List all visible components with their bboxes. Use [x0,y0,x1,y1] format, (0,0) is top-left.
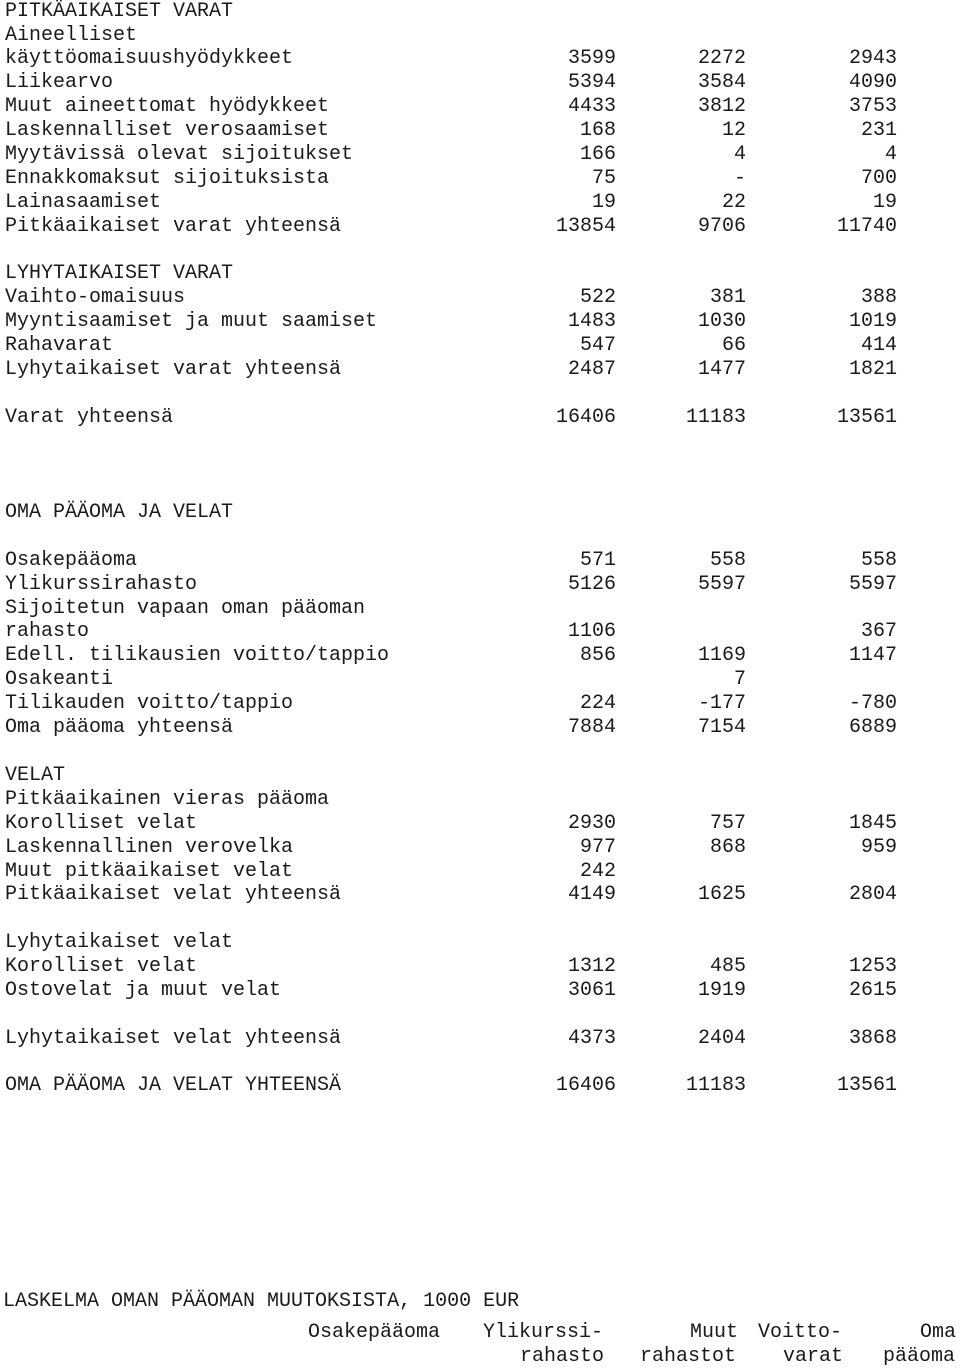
row-label: Korolliset velat [5,812,198,835]
value-col-2: 2272 [697,47,746,70]
value-col-3: 1821 [848,358,897,381]
col-header-other-line1: Muut [690,1321,739,1344]
value-col-2: 11183 [685,406,746,429]
row-label: Sijoitetun vapaan oman pääoman [5,597,366,620]
value-col-3: -780 [848,692,897,715]
value-col-2: 757 [709,812,746,835]
value-col-1: 856 [579,644,616,667]
value-col-3: 1253 [848,955,897,978]
col-header-premium-line1: Ylikurssi- [483,1321,604,1344]
value-col-2: 485 [709,955,746,978]
equity-changes-title: LASKELMA OMAN PÄÄOMAN MUUTOKSISTA, 1000 EUR [3,1290,520,1313]
row-label: Ylikurssirahasto [5,573,198,596]
section-heading: Aineelliset [5,24,138,47]
section-heading: Pitkäaikainen vieras pääoma [5,788,330,811]
row-label: Laskennallinen verovelka [5,836,294,859]
value-col-2: 2404 [697,1027,746,1050]
value-col-2: 7154 [697,716,746,739]
value-col-3: 2615 [848,979,897,1002]
value-col-1: 571 [579,549,616,572]
row-label: Oma pääoma yhteensä [5,716,234,739]
value-col-3: 1147 [848,644,897,667]
value-col-3: 2943 [848,47,897,70]
section-heading: OMA PÄÄOMA JA VELAT [5,501,234,524]
row-label: Lyhytaikaiset varat yhteensä [5,358,342,381]
value-col-3: 2804 [848,883,897,906]
col-header-premium-line2: rahasto [520,1345,605,1368]
row-label: Osakepääoma [5,549,138,572]
row-label: Rahavarat [5,334,114,357]
row-label: Pitkäaikaiset varat yhteensä [5,215,342,238]
value-col-2: 12 [721,119,746,142]
row-label: rahasto [5,620,90,643]
value-col-1: 977 [579,836,616,859]
value-col-3: 13561 [836,406,897,429]
value-col-2: 7 [733,668,746,691]
col-header-equity-line2: pääoma [883,1345,956,1368]
value-col-3: 4090 [848,71,897,94]
value-col-1: 166 [579,143,616,166]
row-label: Myytävissä olevat sijoitukset [5,143,354,166]
value-col-3: 3868 [848,1027,897,1050]
value-col-3: 4 [884,143,897,166]
col-header-other-line2: rahastot [640,1345,737,1368]
value-col-2: 1625 [697,883,746,906]
row-label: Edell. tilikausien voitto/tappio [5,644,390,667]
value-col-1: 2930 [567,812,616,835]
value-col-2: 1169 [697,644,746,667]
row-label: Osakeanti [5,668,114,691]
value-col-1: 3061 [567,979,616,1002]
value-col-3: 1019 [848,310,897,333]
value-col-2: -177 [697,692,746,715]
value-col-1: 4433 [567,95,616,118]
row-label: Tilikauden voitto/tappio [5,692,294,715]
value-col-1: 3599 [567,47,616,70]
value-col-2: 3812 [697,95,746,118]
value-col-3: 231 [860,119,897,142]
value-col-3: 388 [860,286,897,309]
row-label: käyttöomaisuushyödykkeet [5,47,294,70]
row-label: Muut aineettomat hyödykkeet [5,95,330,118]
value-col-1: 242 [579,860,616,883]
value-col-1: 547 [579,334,616,357]
row-label: Muut pitkäaikaiset velat [5,860,294,883]
section-heading: Lyhytaikaiset velat [5,931,234,954]
value-col-3: 959 [860,836,897,859]
row-label: Varat yhteensä [5,406,174,429]
col-header-share-capital: Osakepääoma [308,1321,441,1344]
row-label: OMA PÄÄOMA JA VELAT YHTEENSÄ [5,1074,342,1097]
value-col-1: 5126 [567,573,616,596]
value-col-3: 700 [860,167,897,190]
row-label: Lainasaamiset [5,191,162,214]
value-col-3: 414 [860,334,897,357]
col-header-profit-line2: varat [783,1345,844,1368]
value-col-3: 558 [860,549,897,572]
value-col-1: 5394 [567,71,616,94]
value-col-2: 66 [721,334,746,357]
col-header-equity-line1: Oma [920,1321,957,1344]
value-col-2: - [733,167,746,190]
section-heading: VELAT [5,764,66,787]
row-label: Korolliset velat [5,955,198,978]
row-label: Vaihto-omaisuus [5,286,186,309]
value-col-1: 2487 [567,358,616,381]
value-col-1: 19 [591,191,616,214]
row-label: Pitkäaikaiset velat yhteensä [5,883,342,906]
value-col-1: 168 [579,119,616,142]
value-col-2: 3584 [697,71,746,94]
value-col-3: 367 [860,620,897,643]
value-col-1: 1106 [567,620,616,643]
value-col-1: 4149 [567,883,616,906]
value-col-1: 75 [591,167,616,190]
section-heading: LYHYTAIKAISET VARAT [5,262,234,285]
col-header-profit-line1: Voitto- [758,1321,843,1344]
row-label: Lyhytaikaiset velat yhteensä [5,1027,342,1050]
row-label: Laskennalliset verosaamiset [5,119,330,142]
value-col-2: 22 [721,191,746,214]
value-col-3: 11740 [836,215,897,238]
value-col-1: 16406 [555,1074,616,1097]
value-col-2: 11183 [685,1074,746,1097]
value-col-3: 6889 [848,716,897,739]
row-label: Myyntisaamiset ja muut saamiset [5,310,378,333]
value-col-2: 5597 [697,573,746,596]
value-col-1: 4373 [567,1027,616,1050]
value-col-2: 1477 [697,358,746,381]
value-col-1: 16406 [555,406,616,429]
value-col-3: 13561 [836,1074,897,1097]
value-col-1: 13854 [555,215,616,238]
value-col-1: 1312 [567,955,616,978]
value-col-3: 1845 [848,812,897,835]
value-col-2: 1919 [697,979,746,1002]
value-col-2: 558 [709,549,746,572]
value-col-3: 19 [872,191,897,214]
row-label: Liikearvo [5,71,114,94]
value-col-2: 868 [709,836,746,859]
value-col-1: 1483 [567,310,616,333]
value-col-2: 9706 [697,215,746,238]
value-col-3: 5597 [848,573,897,596]
value-col-2: 1030 [697,310,746,333]
row-label: Ennakkomaksut sijoituksista [5,167,330,190]
value-col-2: 4 [733,143,746,166]
row-label: Ostovelat ja muut velat [5,979,282,1002]
value-col-2: 381 [709,286,746,309]
value-col-1: 224 [579,692,616,715]
value-col-1: 7884 [567,716,616,739]
section-heading: PITKÄAIKAISET VARAT [5,0,234,23]
value-col-1: 522 [579,286,616,309]
value-col-3: 3753 [848,95,897,118]
